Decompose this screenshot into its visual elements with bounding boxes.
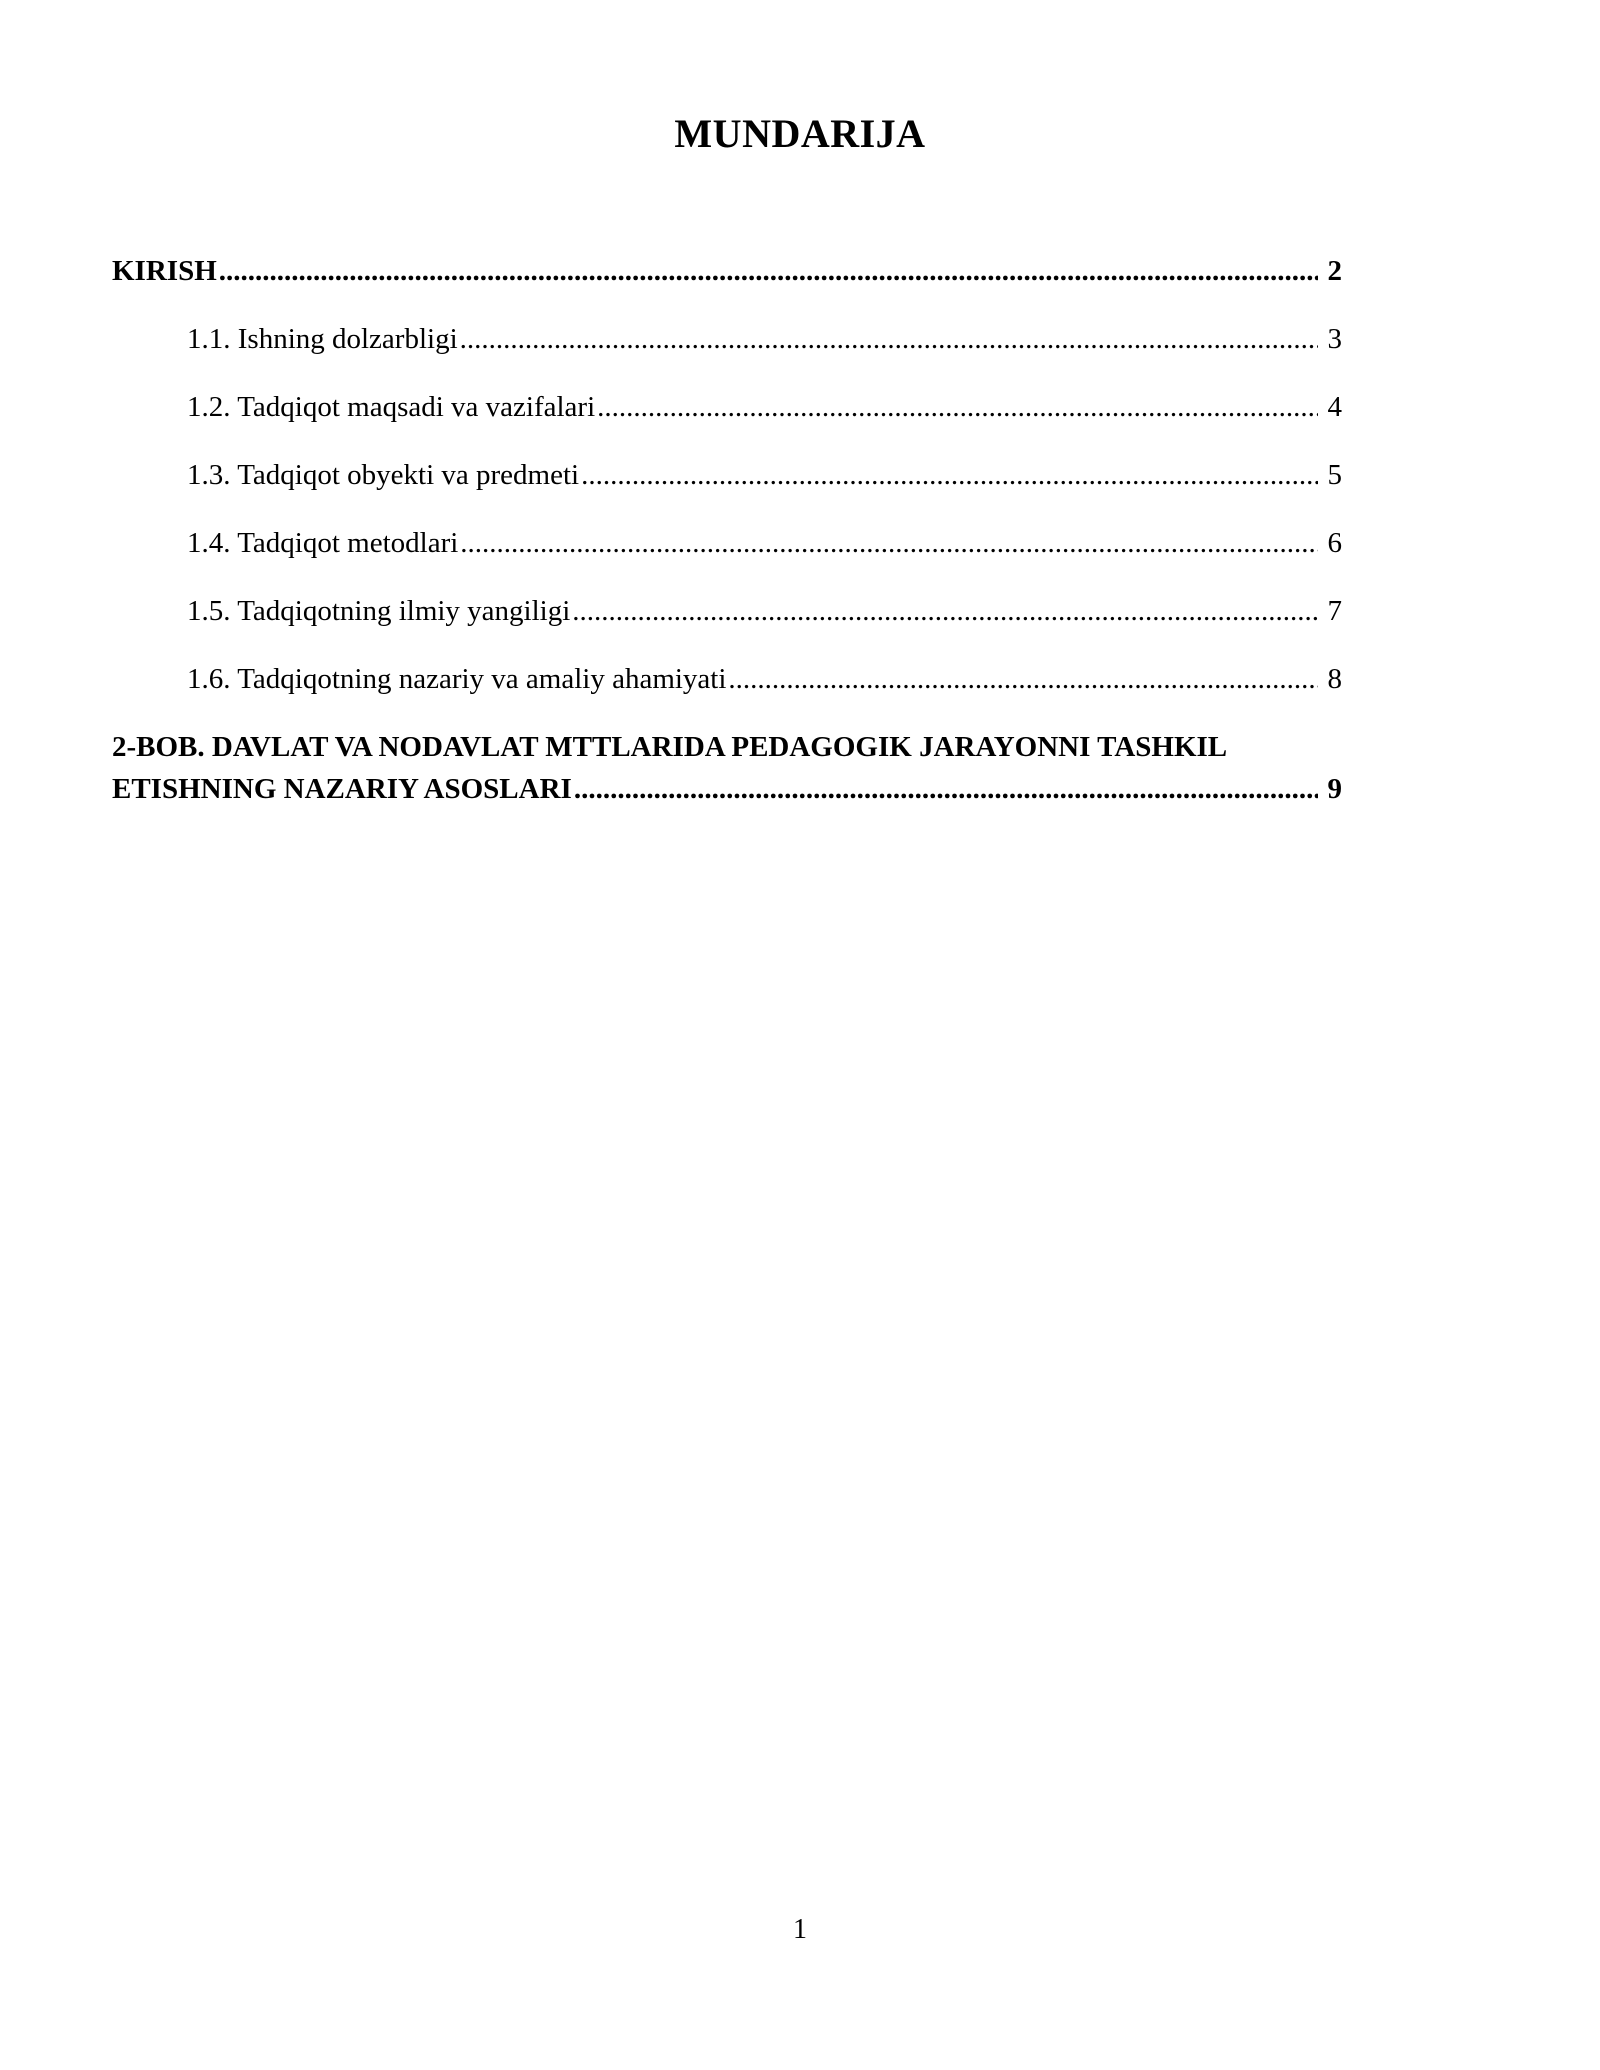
toc-entry-label-line1: 2-BOB. DAVLAT VA NODAVLAT MTTLARIDA PEDAGOGIK JARAYONNI TASHKIL (112, 731, 1228, 763)
toc-entry-page: 6 (1327, 527, 1342, 559)
toc-entry-1-6[interactable] (112, 658, 1342, 700)
toc-entry-page: 3 (1327, 323, 1342, 355)
toc-entry-label: 1.6. Tadqiqotning nazariy va amaliy ahamiyati (187, 658, 726, 700)
dot-leader (460, 522, 1318, 564)
toc-entry-page: 4 (1327, 391, 1342, 423)
page-title: MUNDARIJA (674, 111, 926, 156)
toc-entry-1-5[interactable] (112, 590, 1342, 632)
toc-entry-page: 8 (1327, 663, 1342, 695)
dot-leader (572, 590, 1318, 632)
dot-leader (728, 658, 1318, 700)
toc-entry-label-line2: ETISHNING NAZARIY ASOSLARI (112, 768, 572, 810)
dot-leader (574, 768, 1318, 810)
toc-entry-chapter-2[interactable] (112, 726, 1342, 810)
toc-entry-page: 5 (1327, 459, 1342, 491)
table-of-contents (112, 250, 1342, 810)
toc-entry-label: 1.1. Ishning dolzarbligi (187, 318, 458, 360)
toc-entry-1-1[interactable] (112, 318, 1342, 360)
toc-entry-label: 1.5. Tadqiqotning ilmiy yangiligi (187, 590, 570, 632)
dot-leader (597, 386, 1318, 428)
toc-entry-label: 1.4. Tadqiqot metodlari (187, 522, 458, 564)
toc-entry-label: 1.3. Tadqiqot obyekti va predmeti (187, 454, 579, 496)
toc-entry-kirish[interactable] (112, 250, 1342, 292)
toc-entry-1-2[interactable] (112, 386, 1342, 428)
toc-entry-1-4[interactable] (112, 522, 1342, 564)
dot-leader (460, 318, 1318, 360)
dot-leader (581, 454, 1318, 496)
toc-entry-label: 1.2. Tadqiqot maqsadi va vazifalari (187, 386, 595, 428)
toc-entry-1-3[interactable] (112, 454, 1342, 496)
toc-entry-page: 7 (1327, 595, 1342, 627)
dot-leader (219, 250, 1318, 292)
toc-entry-page: 2 (1327, 255, 1342, 287)
toc-entry-label: KIRISH (112, 250, 217, 292)
toc-entry-page: 9 (1327, 773, 1342, 805)
page-number: 1 (793, 1914, 807, 1945)
